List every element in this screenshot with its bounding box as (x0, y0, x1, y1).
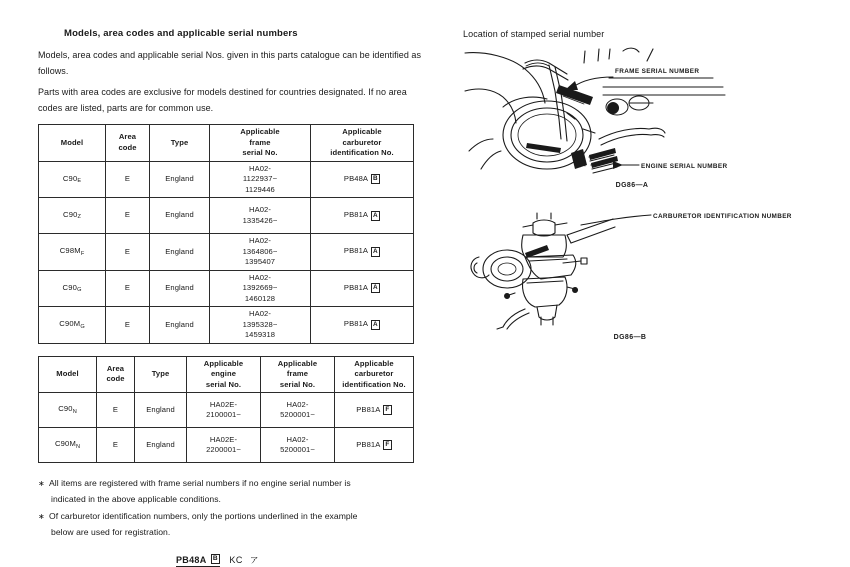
cell-model: $C90_Z$ (39, 198, 106, 234)
bullet-icon: ∗ (38, 479, 45, 488)
column-header-engine-serial: Applicable engine serial No. (187, 356, 261, 393)
cell-type: England (135, 393, 187, 428)
right-column (463, 29, 833, 341)
footnote-line: below are used for registration. (51, 526, 171, 537)
cell-type: England (150, 270, 210, 307)
carb-box-letter: A (371, 283, 381, 293)
cell-type: England (150, 307, 210, 344)
cell-area-code: E (106, 307, 150, 344)
cell-type: England (150, 161, 210, 198)
cell-carburetor-id: PB81A F (335, 393, 414, 428)
cell-frame-serial: HA02- 1364806~ 1395407 (210, 234, 311, 271)
model-serial-table-2 (38, 356, 414, 464)
cell-frame-serial: HA02- 5200001~ (261, 428, 335, 463)
cell-carburetor-id: PB81A A (311, 234, 414, 271)
figures-title: Location of stamped serial number (463, 29, 605, 39)
carb-box-letter: A (371, 247, 381, 257)
cell-model: $C98M_F$ (39, 234, 106, 271)
cell-frame-serial: HA02- 1395328~ 1459318 (210, 307, 311, 344)
cell-frame-serial: HA02- 1335426~ (210, 198, 311, 234)
table-row (39, 234, 414, 271)
carb-box-letter: F (383, 440, 392, 450)
table-row (39, 428, 414, 463)
table-header-row (39, 125, 414, 162)
carb-box-letter: A (371, 211, 381, 221)
cell-carburetor-id: PB48A B (311, 161, 414, 198)
cell-area-code: E (106, 270, 150, 307)
model-serial-table-1 (38, 124, 414, 344)
callout-frame-serial-number: FRAME SERIAL NUMBER (615, 68, 700, 75)
carb-box-letter: F (383, 405, 392, 415)
table-header-row (39, 356, 414, 393)
figure-frame-engine-serial (463, 47, 833, 189)
cell-model: $C90_N$ (39, 393, 97, 428)
cell-carburetor-id: PB81A A (311, 307, 414, 344)
callout-engine-serial-number: ENGINE SERIAL NUMBER (641, 163, 728, 170)
column-header-area-code: Area code (97, 356, 135, 393)
column-header-model: Model (39, 125, 106, 162)
intro-paragraph-2: Parts with area codes are exclusive for models destined for countries designated. If no area codes are listed, parts are for common use. (38, 87, 407, 113)
footnote-line: All items are registered with frame serial numbers if no engine serial number is (49, 478, 351, 488)
cell-frame-serial: HA02- 5200001~ (261, 393, 335, 428)
cell-carburetor-id: PB81A F (335, 428, 414, 463)
column-header-carburetor-id: Applicable carburetor identification No. (311, 125, 414, 162)
left-column (38, 28, 430, 567)
column-header-carburetor-id: Applicable carburetor identification No. (335, 356, 414, 393)
footnotes (38, 476, 430, 540)
column-header-type: Type (150, 125, 210, 162)
cell-engine-serial: HA02E- 2200001~ (187, 428, 261, 463)
cell-area-code: E (106, 161, 150, 198)
cell-carburetor-id: PB81A A (311, 270, 414, 307)
example-suffix: KC ア (229, 555, 259, 565)
column-header-type: Type (135, 356, 187, 393)
cell-model: $C90M_N$ (39, 428, 97, 463)
carburetor-illustration (463, 213, 792, 332)
footnote-line: Of carburetor identification numbers, only the portions underlined in the example (49, 511, 358, 521)
example-box-letter: B (211, 554, 221, 564)
column-header-area-code: Area code (106, 125, 150, 162)
cell-frame-serial: HA02- 1122937~ 1129446 (210, 161, 311, 198)
cell-area-code: E (97, 428, 135, 463)
cell-area-code: E (106, 234, 150, 271)
table-row (39, 198, 414, 234)
cell-area-code: E (106, 198, 150, 234)
cell-type: England (135, 428, 187, 463)
footnote-item (38, 476, 430, 507)
figure-carburetor (463, 213, 833, 341)
table-row (39, 161, 414, 198)
cell-model: $C90_G$ (39, 270, 106, 307)
cell-area-code: E (97, 393, 135, 428)
footnote-line: indicated in the above applicable conditions. (51, 493, 221, 504)
intro-paragraph-1: Models, area codes and applicable serial Nos. given in this parts catalogue can be identified as follows. (38, 50, 422, 76)
example-code: PB48A (176, 555, 207, 565)
cell-carburetor-id: PB81A A (311, 198, 414, 234)
cell-engine-serial: HA02E- 2100001~ (187, 393, 261, 428)
column-header-model: Model (39, 356, 97, 393)
bullet-icon: ∗ (38, 512, 45, 521)
table-row (39, 393, 414, 428)
example-jp-mark: ア (249, 555, 259, 565)
motorcycle-frame-illustration (463, 47, 763, 180)
section-title: Models, area codes and applicable serial numbers (64, 28, 298, 39)
figure-caption: DG86—A (615, 182, 649, 189)
cell-frame-serial: HA02- 1392669~ 1460128 (210, 270, 311, 307)
cell-type: England (150, 198, 210, 234)
table-row (39, 270, 414, 307)
carb-box-letter: A (371, 320, 381, 330)
carburetor-id-example (176, 554, 430, 567)
figure-caption: DG86—B (613, 334, 647, 341)
cell-type: England (150, 234, 210, 271)
footnote-item (38, 509, 430, 540)
cell-model: $C90_E$ (39, 161, 106, 198)
column-header-frame-serial: Applicable frame serial No. (261, 356, 335, 393)
callout-carburetor-identification-number: CARBURETOR IDENTIFICATION NUMBER (653, 213, 792, 220)
carb-box-letter: B (371, 174, 381, 184)
column-header-frame-serial: Applicable frame serial No. (210, 125, 311, 162)
cell-model: $C90M_G$ (39, 307, 106, 344)
table-row (39, 307, 414, 344)
example-underlined-portion (176, 555, 220, 567)
